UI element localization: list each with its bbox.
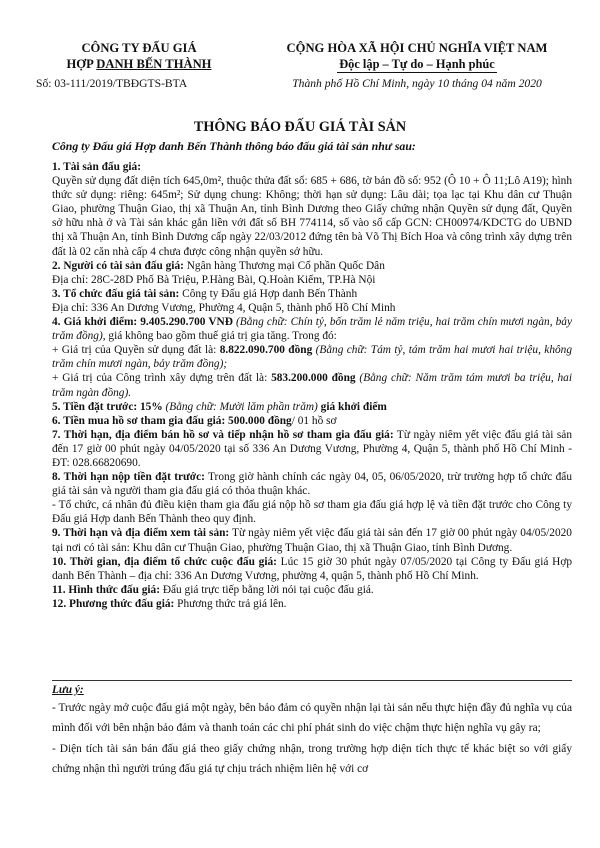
- section-4-label: 4. Giá khởi điểm: 9.405.290.700 VNĐ: [52, 316, 233, 329]
- organization-header: [32, 40, 246, 92]
- section-2: [52, 259, 572, 273]
- section-6: [52, 414, 572, 428]
- org-name-line2: [32, 56, 246, 72]
- section-5-words: (Bằng chữ: Mười lăm phần trăm): [162, 400, 318, 413]
- section-8-label: 8. Thời hạn nộp tiền đặt trước:: [52, 471, 205, 484]
- section-7-label: 7. Thời hạn, địa điểm bán hồ sơ và tiếp nhận hồ sơ tham gia đấu giá:: [52, 428, 394, 441]
- section-7-text: Từ ngày niêm yết việc đấu giá tài sản đến 17 giờ 00 phút ngày 04/05/2020 tại số 336 An Dương Vương, Phường 4, Quận 5, thành phố Hồ Chí Minh - ĐT: 028.66820690.: [52, 428, 573, 469]
- section-1: [52, 160, 572, 174]
- section-3-label: 3. Tổ chức đấu giá tài sản:: [52, 287, 180, 300]
- section-8-text: Trong giờ hành chính các ngày 04, 05, 06/05/2020, trừ trường hợp tổ chức đấu giá tài sản và người tham gia đấu giá có thỏa thuận khác.: [52, 471, 572, 498]
- section-1-text: Quyền sử dụng đất diện tích 645,0m², thuộc thửa đất số: 685 + 686, tờ bản đồ số: 952 (Ô 10 + Ô 11;Lô A19); hình thức sử dụng: riêng: 645m²; Sử dụng chung: Không; thời hạn sử dụng: Lâu dài; tọa lạc tại Khu dân cư Thuận Giao, phường Thuận Giao, thị xã Thuận An, tỉnh Bình Dương theo Giấy chứng nhận Quyền sử dụng đất, Quyền sở hữu nhà ở và Tài sản khác gắn liền với đất số BH 774114, số vào sổ cấp GCN: CH00974/KDCTG do UBND thị xã Thuận An, tỉnh Bình Dương cấp ngày 22/03/2012 đứng tên bà Võ Thị Bích Hoa và công trình xây dựng trên đất là 02 căn nhà cấp 4 chưa được công nhận quyền sở hữu.: [52, 175, 572, 258]
- section-10-label: 10. Thời gian, địa điểm tổ chức cuộc đấu giá:: [52, 555, 277, 568]
- section-4-build-words: (Bằng chữ: Năm trăm tám mươi ba triệu, hai trăm ngàn đồng).: [52, 372, 572, 399]
- notes-block: [52, 683, 572, 779]
- section-8-text2: - Tổ chức, cá nhân đủ điều kiện tham gia đấu giá nộp hồ sơ tham gia đấu giá hợp lệ và tiền đặt trước cho Công ty Đấu giá Hợp danh Bến Thành theo quy định.: [52, 499, 572, 526]
- place-date: Thành phố Hồ Chí Minh, ngày 10 tháng 04 năm 2020: [292, 77, 542, 90]
- section-9-text: Từ ngày niêm yết việc đấu giá tài sản đến 17 giờ 00 phút ngày 04/05/2020 tại nơi có tài sản: Khu dân cư Thuận Giao, phường Thuận Giao, thị xã Thuận Giao, tỉnh Bình Dương.: [52, 527, 572, 554]
- section-12: [52, 597, 572, 611]
- document-number: Số: 03-111/2019/TBĐGTS-BTA: [36, 77, 188, 90]
- section-4-land-amount: 8.822.090.700 đồng: [219, 344, 313, 357]
- section-6-tail: / 01 hồ sơ: [291, 414, 337, 427]
- note-1: - Trước ngày mở cuộc đấu giá một ngày, bên bảo đảm có quyền nhận lại tài sản nếu thực hiện đầy đủ nghĩa vụ của mình đối với bên nhận bảo đảm và thanh toán các chi phí phát sinh do việc chậm thực hiện nghĩa vụ gây ra;: [52, 702, 572, 734]
- section-12-text: Phương thức trả giá lên.: [174, 597, 287, 610]
- section-9: [52, 526, 572, 554]
- section-10: [52, 555, 572, 583]
- section-5-label: 5. Tiền đặt trước: 15%: [52, 400, 163, 413]
- section-4-land: [52, 343, 572, 371]
- section-3: [52, 287, 572, 301]
- notes-title: Lưu ý:: [52, 684, 84, 696]
- section-5-tail: giá khởi điểm: [317, 400, 387, 413]
- section-4-build-amount: 583.200.000 đồng: [271, 372, 356, 385]
- section-3-address: Địa chỉ: 336 An Dương Vương, Phường 4, Quận 5, thành phố Hồ Chí Minh: [52, 301, 396, 314]
- section-9-label: 9. Thời hạn và địa điểm xem tài sản:: [52, 527, 230, 540]
- section-2-address: Địa chỉ: 28C-28D Phố Bà Triệu, P.Hàng Bài, Q.Hoàn Kiếm, TP.Hà Nội: [52, 273, 376, 286]
- section-4-build-pre: + Giá trị của Công trình xây dựng trên đất là:: [52, 372, 272, 385]
- section-6-label: 6. Tiền mua hồ sơ tham gia đấu giá: 500.000 đồng: [52, 414, 292, 427]
- section-11-label: 11. Hình thức đấu giá:: [52, 583, 160, 596]
- section-4-land-pre: + Giá trị của Quyền sử dụng đất là:: [52, 344, 220, 357]
- section-4: [52, 315, 572, 343]
- org-name-line2-b: DANH BẾN THÀNH: [96, 57, 212, 71]
- intro-line: Công ty Đấu giá Hợp danh Bến Thành thông báo đấu giá tài sản như sau:: [52, 139, 416, 153]
- national-title: CỘNG HÒA XÃ HỘI CHỦ NGHĨA VIỆT NAM: [286, 41, 548, 55]
- section-2-value: Ngân hàng Thương mại Cổ phần Quốc Dân: [183, 259, 385, 272]
- org-name-line1: CÔNG TY ĐẤU GIÁ: [81, 41, 197, 55]
- section-2-label: 2. Người có tài sản đấu giá:: [52, 259, 184, 272]
- section-3-value: Công ty Đấu giá Hợp danh Bến Thành: [179, 287, 358, 300]
- section-4-building: [52, 371, 572, 399]
- notes-divider: [52, 680, 572, 681]
- section-8: [52, 470, 572, 498]
- section-11-text: Đấu giá trực tiếp bằng lời nói tại cuộc đấu giá.: [159, 583, 374, 596]
- section-11: [52, 583, 572, 597]
- section-4-tail: , giá không bao gồm thuế giá trị gia tăng. Trong đó:: [102, 330, 337, 343]
- national-header: [252, 40, 582, 92]
- page-title: THÔNG BÁO ĐẤU GIÁ TÀI SẢN: [193, 119, 407, 135]
- national-motto: Độc lập – Tự do – Hạnh phúc: [339, 57, 495, 71]
- notice-body: [52, 160, 572, 611]
- note-2: - Diện tích tài sản bán đấu giá theo giấy chứng nhận, trong trường hợp diện tích thực tế khác biệt so với giấy chứng nhận thì người trúng đấu giá tự chịu trách nhiệm liên hệ với cơ: [52, 743, 572, 775]
- section-7: [52, 428, 572, 470]
- org-name-line2-a: HỢP: [66, 57, 97, 71]
- section-5: [52, 400, 572, 414]
- section-1-label: 1. Tài sản đấu giá:: [52, 161, 141, 173]
- section-4-words: (Bằng chữ: Chín tỷ, bốn trăm lẻ năm triệu, hai trăm chín mươi ngàn, bảy trăm đồng): [52, 316, 572, 343]
- motto-underline: [337, 72, 497, 73]
- section-4-land-words: (Bằng chữ: Tám tỷ, tám trăm hai mươi hai triệu, không trăm chín mươi ngàn, bảy trăm đồng);: [52, 344, 573, 371]
- section-12-label: 12. Phương thức đấu giá:: [52, 597, 175, 610]
- section-10-text: Lúc 15 giờ 30 phút ngày 07/05/2020 tại Công ty Đấu giá Hợp danh Bến Thành – địa chỉ: 336 An Dương Vương, phường 4, quận 5, thành phố Hồ Chí Minh.: [52, 555, 572, 582]
